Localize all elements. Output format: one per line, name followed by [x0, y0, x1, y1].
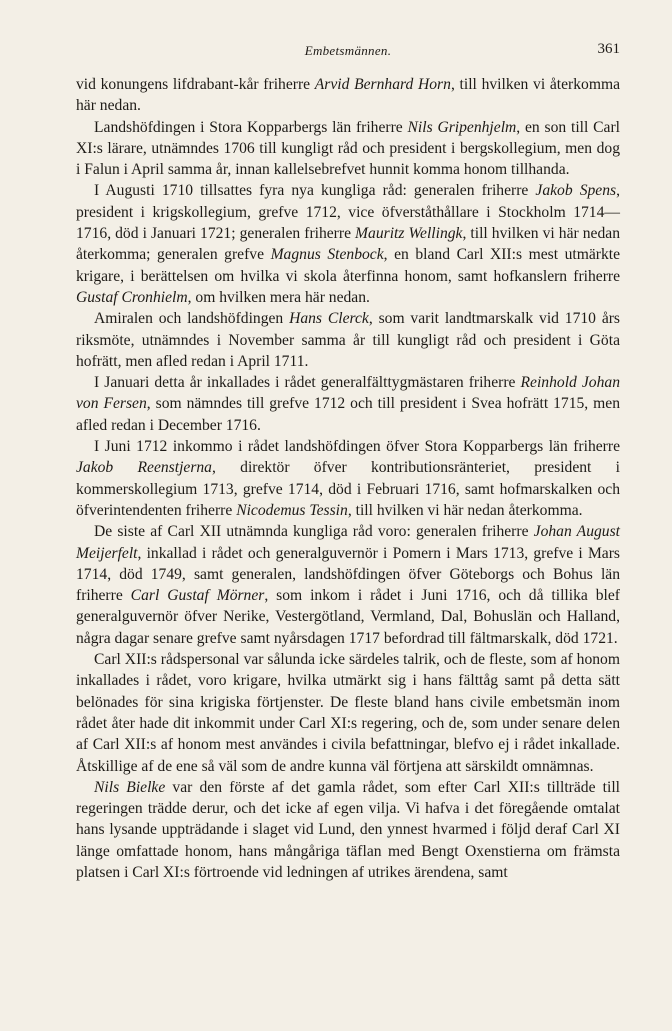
- paragraph-p9: [76, 777, 620, 883]
- text-run: Amiralen och landshöfdingen: [94, 310, 290, 328]
- person-name: Reinhold Johan von Fersen: [76, 374, 620, 413]
- person-name: Magnus Stenbock: [270, 246, 384, 264]
- paragraph-p2: [76, 117, 620, 181]
- text-run: , inkallad i rådet och generalguvernör i Pomern i Mars 1713, grefve i Mars 1714, död 1749, samt generalen, landshöfdingen öfver Göteborgs och Bohus län friherre: [76, 544, 620, 605]
- paragraph-p8: [76, 649, 620, 777]
- text-run: vid konungens lifdrabant-kår friherre: [76, 76, 315, 93]
- person-name: Gustaf Cronhielm: [76, 288, 188, 306]
- text-run: , om hvilken mera här nedan.: [187, 288, 370, 306]
- text-run: , till hvilken vi här nedan återkomma.: [347, 501, 583, 519]
- paragraph-p4: [76, 308, 620, 372]
- page-number: 361: [597, 41, 620, 57]
- person-name: Nicodemus Tessin: [236, 501, 348, 519]
- person-name: Carl Gustaf Mörner: [130, 587, 265, 605]
- text-run: , en bland Carl XII:s mest utmärkte krigare, i berättelsen om hvilka vi skola återfinna honom, samt hofkanslern friherre: [76, 246, 621, 285]
- person-name: Jakob Reenstjerna: [76, 459, 212, 477]
- paragraph-p7: [76, 521, 620, 649]
- paragraph-p5: [76, 372, 620, 436]
- text-run: I Juni 1712 inkommo i rådet landshöfdingen öfver Stora Kopparbergs län friherre: [94, 438, 620, 456]
- text-run: , direktör öfver kontributionsränteriet, president i kommerskollegium 1713, grefve 1714, död i Februari 1716, samt hofmarskalken och öfverintendenten friherre: [76, 459, 620, 519]
- paragraph-p1: [76, 74, 620, 117]
- text-run: , till hvilken vi återkomma här nedan.: [76, 76, 621, 115]
- text-run: I Augusti 1710 tillsattes fyra nya kungliga råd: generalen friherre: [94, 182, 536, 200]
- running-head: [76, 43, 620, 63]
- text-run: Landshöfdingen i Stora Kopparbergs län friherre: [94, 118, 408, 136]
- text-run: I Januari detta år inkallades i rådet generalfälttygmästaren friherre: [94, 374, 521, 392]
- text-run: , som varit landtmarskalk vid 1710 års riksmöte, utnämndes i November samma år till kungligt råd och president i Göta hofrätt, men afled redan i April 1711.: [76, 310, 621, 370]
- person-name: Hans Clerck: [289, 310, 369, 328]
- text-run: Carl XII:s rådspersonal var sålunda icke särdeles talrik, och de fleste, som af honom inkallades i rådet, voro krigare, hvilka utmärkt sig i hans fälttåg samt på detta sätt belönades för sina krigiska förtjenster. De fleste bland hans civile embetsmän inom rådet åter hade dit inkommit under Carl XI:s regering, och de, som under senare delen af Carl XII:s af honom mest användes i civila befattningar, blefvo ej i rådet inkallade. Åtskillige af de ene så väl som de andre kunna väl förtjena att särskildt omnämnas.: [76, 651, 620, 775]
- text-run: , som inkom i rådet i Juni 1716, och då tillika blef generalguvernör öfver Nerike, Vestergötland, Vermland, Dal, Bohuslän och Halland, några dagar senare grefve samt nyårsdagen 1717 befordrad till fältmarskalk, död 1721.: [76, 587, 620, 647]
- text-run: , en son till Carl XI:s lärare, utnämndes 1706 till kungligt råd och president i bergskollegium, men dog i Falun i April samma år, innan kallelsebrefvet hunnit komma honom tillhanda.: [76, 118, 621, 179]
- body-text: [76, 74, 620, 883]
- person-name: Mauritz Wellingk: [355, 225, 463, 243]
- paragraph-p6: [76, 436, 620, 521]
- text-run: , till hvilken vi här nedan återkomma; generalen grefve: [76, 225, 620, 264]
- person-name: Nils Gripenhjelm: [407, 118, 517, 136]
- text-run: , president i krigskollegium, grefve 1712, vice öfverståthållare i Stockholm 1714—1716, död i Januari 1721; generalen friherre: [76, 182, 621, 243]
- person-name: Johan August Meijerfelt: [76, 523, 620, 562]
- person-name: Nils Bielke: [94, 778, 166, 796]
- paragraph-p3: [76, 180, 620, 308]
- text-run: , som nämndes till grefve 1712 och till president i Svea hofrätt 1715, men afled redan i December 1716.: [76, 395, 620, 434]
- running-title: Embetsmännen.: [304, 43, 392, 58]
- person-name: Jakob Spens: [535, 182, 617, 200]
- text-run: var den förste af det gamla rådet, som efter Carl XII:s tillträde till regeringen trädde derur, och det icke af egen vilja. Vi hafva i det föregående omtalat hans lysande uppträdande i slaget vid Lund, den ynnest hvarmed i följd deraf Carl XI länge omfattade honom, hans mångåriga täflan med Bengt Oxenstierna om främsta platsen i Carl XI:s förtroende vid ledningen af utrikes ärendena, samt: [76, 778, 620, 881]
- person-name: Arvid Bernhard Horn: [314, 76, 451, 93]
- text-run: De siste af Carl XII utnämnda kungliga råd voro: generalen friherre: [94, 523, 534, 541]
